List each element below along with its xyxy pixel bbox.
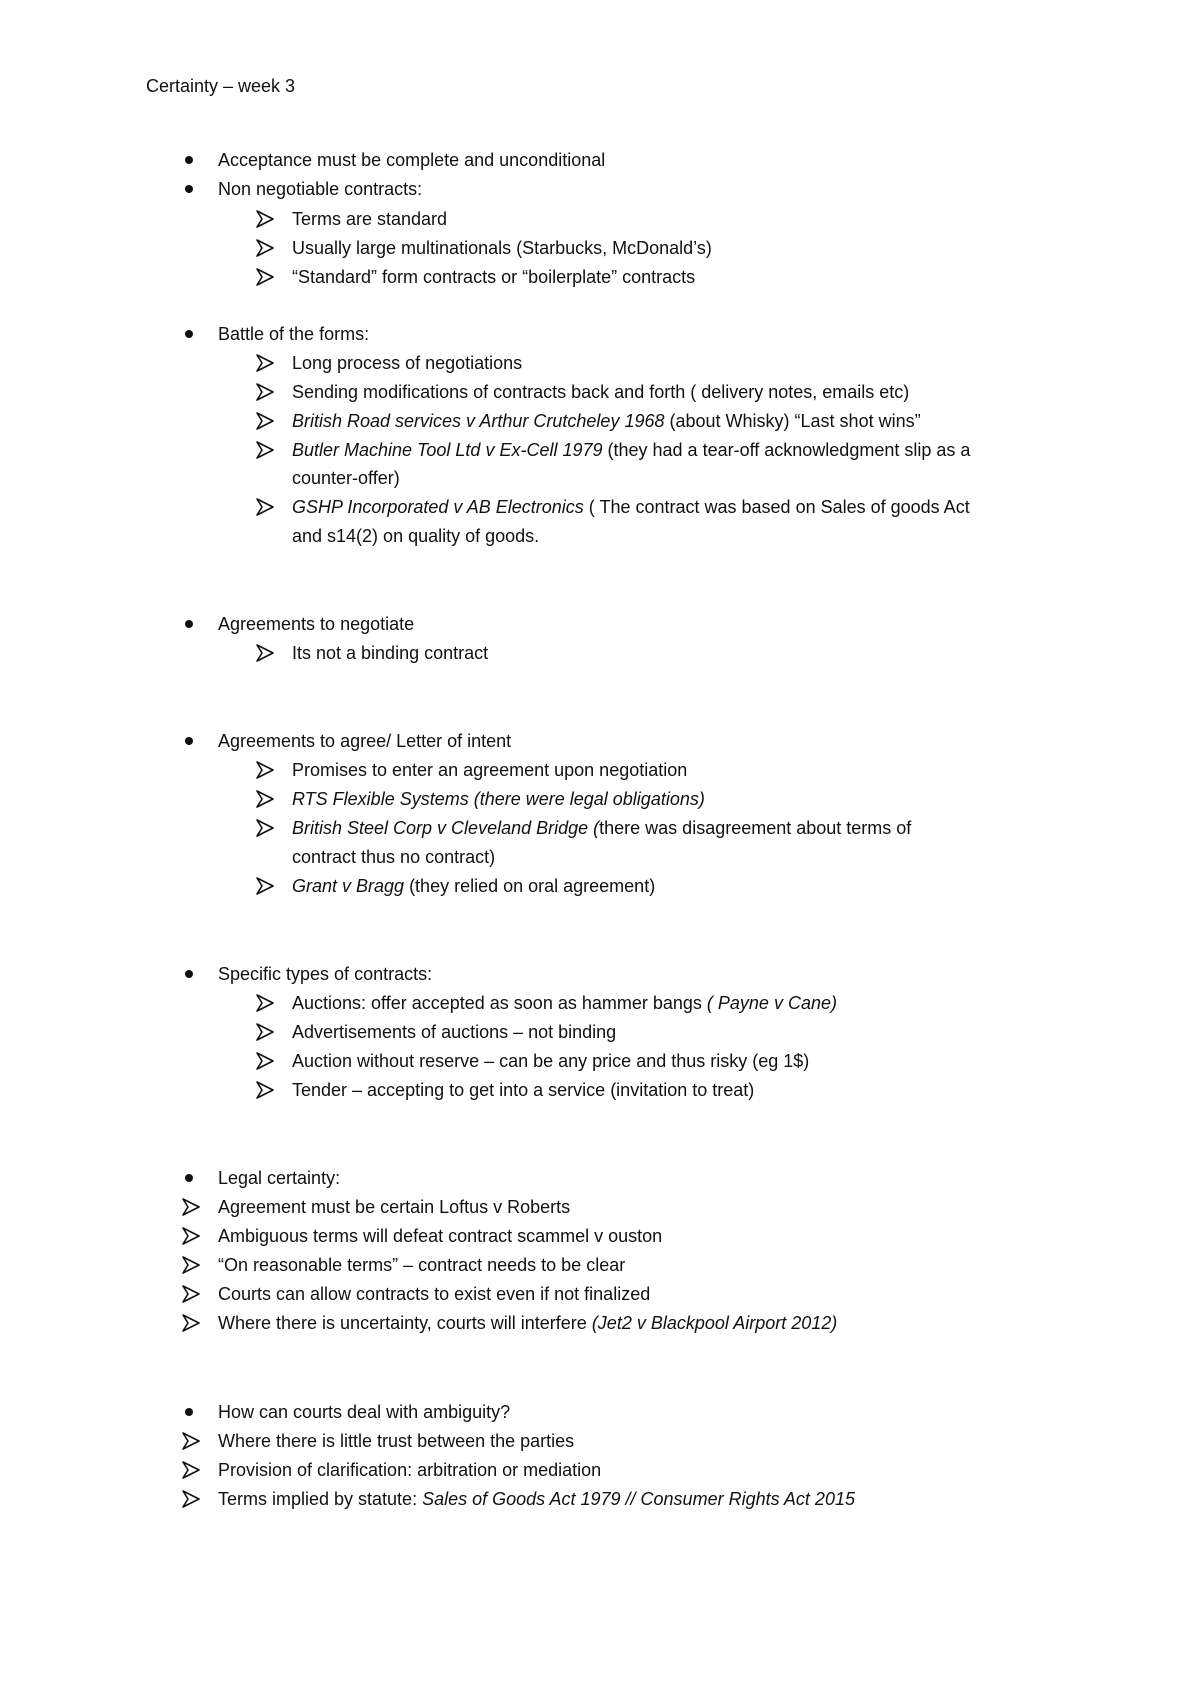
list-item xyxy=(292,758,687,782)
item-text: How can courts deal with ambiguity? xyxy=(218,1402,511,1422)
bullet-icon xyxy=(185,620,193,628)
list-item xyxy=(218,1282,650,1306)
list-item-continuation xyxy=(292,845,495,869)
item-text: ( The contract was based on Sales of goods Act xyxy=(583,497,970,517)
item-text: Sending modifications of contracts back and forth ( delivery notes, emails etc) xyxy=(292,382,910,402)
item-text: Advertisements of auctions – not binding xyxy=(292,1022,617,1042)
case-citation: GSHP Incorporated v AB Electronics xyxy=(292,497,584,517)
bullet-icon xyxy=(185,156,193,164)
arrow-bullet-icon xyxy=(256,761,274,779)
list-item-continuation xyxy=(292,524,539,548)
item-text: Its not a binding contract xyxy=(292,643,489,663)
list-item xyxy=(218,1224,662,1248)
list-item xyxy=(292,787,705,811)
list-item xyxy=(292,1020,616,1044)
list-item xyxy=(292,1078,754,1102)
item-text: Ambiguous terms will defeat contract scammel v ouston xyxy=(218,1226,663,1246)
item-text: Where there is uncertainty, courts will interfere xyxy=(218,1313,592,1333)
case-citation: (Jet2 v Blackpool Airport 2012) xyxy=(591,1313,838,1333)
document-title: Certainty – week 3 xyxy=(146,76,296,96)
item-text: Agreement must be certain Loftus v Roberts xyxy=(218,1197,571,1217)
item-text: Agreements to agree/ Letter of intent xyxy=(218,731,512,751)
list-item xyxy=(218,1400,510,1424)
arrow-bullet-icon xyxy=(256,412,274,430)
item-text: contract thus no contract) xyxy=(292,847,496,867)
arrow-bullet-icon xyxy=(182,1432,200,1450)
list-item xyxy=(292,991,837,1015)
list-item xyxy=(292,874,655,898)
arrow-bullet-icon xyxy=(256,644,274,662)
list-item xyxy=(218,322,369,346)
item-text: Acceptance must be complete and unconditional xyxy=(218,150,606,170)
arrow-bullet-icon xyxy=(182,1227,200,1245)
arrow-bullet-icon xyxy=(256,819,274,837)
arrow-bullet-icon xyxy=(182,1285,200,1303)
arrow-bullet-icon xyxy=(256,790,274,808)
bullet-icon xyxy=(185,1408,193,1416)
arrow-bullet-icon xyxy=(182,1490,200,1508)
case-citation: Butler Machine Tool Ltd v Ex-Cell 1979 xyxy=(292,440,603,460)
item-text: Terms are standard xyxy=(292,209,448,229)
item-text: Specific types of contracts: xyxy=(218,964,433,984)
bullet-icon xyxy=(185,737,193,745)
list-item xyxy=(218,1195,570,1219)
list-item xyxy=(218,1253,625,1277)
item-text: (they relied on oral agreement) xyxy=(404,876,656,896)
item-text: Provision of clarification: arbitration or mediation xyxy=(218,1460,602,1480)
list-item xyxy=(218,1166,340,1190)
list-item xyxy=(292,816,911,840)
item-text: Tender – accepting to get into a service (invitation to treat) xyxy=(292,1080,755,1100)
bullet-icon xyxy=(185,185,193,193)
arrow-bullet-icon xyxy=(256,441,274,459)
case-citation: Grant v Bragg xyxy=(292,876,405,896)
item-text: Auction without reserve – can be any price and thus risky (eg 1$) xyxy=(292,1051,810,1071)
item-text: Terms implied by statute: xyxy=(218,1489,423,1509)
case-citation: British Steel Corp v Cleveland Bridge ( xyxy=(292,818,600,838)
item-text: Courts can allow contracts to exist even if not finalized xyxy=(218,1284,651,1304)
list-item xyxy=(292,207,447,231)
list-item xyxy=(218,612,414,636)
arrow-bullet-icon xyxy=(256,1052,274,1070)
item-text: “On reasonable terms” – contract needs to be clear xyxy=(218,1255,626,1275)
arrow-bullet-icon xyxy=(182,1314,200,1332)
case-citation: ( Payne v Cane) xyxy=(706,993,837,1013)
list-item xyxy=(292,265,695,289)
item-text: Battle of the forms: xyxy=(218,324,370,344)
bullet-icon xyxy=(185,1174,193,1182)
list-item xyxy=(292,236,712,260)
list-item xyxy=(218,1458,601,1482)
list-item-continuation xyxy=(292,466,400,490)
list-item xyxy=(292,641,488,665)
case-citation: RTS Flexible Systems (there were legal obligations) xyxy=(292,789,705,809)
list-item xyxy=(292,438,970,462)
arrow-bullet-icon xyxy=(256,354,274,372)
item-text: Legal certainty: xyxy=(218,1168,341,1188)
list-item xyxy=(292,1049,809,1073)
arrow-bullet-icon xyxy=(256,498,274,516)
list-item xyxy=(218,962,432,986)
arrow-bullet-icon xyxy=(256,1023,274,1041)
item-text: Usually large multinationals (Starbucks, McDonald’s) xyxy=(292,238,712,258)
item-text: Long process of negotiations xyxy=(292,353,523,373)
item-text: there was disagreement about terms of xyxy=(599,818,912,838)
arrow-bullet-icon xyxy=(182,1256,200,1274)
case-citation: Sales of Goods Act 1979 // Consumer Rights Act 2015 xyxy=(422,1489,855,1509)
item-text: (about Whisky) “Last shot wins” xyxy=(664,411,921,431)
item-text: Where there is little trust between the parties xyxy=(218,1431,575,1451)
list-item xyxy=(218,1311,837,1335)
item-text: “Standard” form contracts or “boilerplate” contracts xyxy=(292,267,696,287)
bullet-icon xyxy=(185,330,193,338)
arrow-bullet-icon xyxy=(256,877,274,895)
list-item xyxy=(292,380,909,404)
list-item xyxy=(292,409,921,433)
arrow-bullet-icon xyxy=(256,1081,274,1099)
arrow-bullet-icon xyxy=(256,239,274,257)
list-item xyxy=(292,351,522,375)
item-text: (they had a tear-off acknowledgment slip as a xyxy=(602,440,971,460)
list-item xyxy=(218,177,422,201)
item-text: Agreements to negotiate xyxy=(218,614,415,634)
arrow-bullet-icon xyxy=(256,383,274,401)
list-item xyxy=(218,1487,855,1511)
arrow-bullet-icon xyxy=(182,1198,200,1216)
item-text: Auctions: offer accepted as soon as hammer bangs xyxy=(292,993,707,1013)
item-text: Non negotiable contracts: xyxy=(218,179,423,199)
arrow-bullet-icon xyxy=(256,210,274,228)
item-text: counter-offer) xyxy=(292,468,400,488)
arrow-bullet-icon xyxy=(256,994,274,1012)
bullet-icon xyxy=(185,970,193,978)
list-item xyxy=(218,1429,574,1453)
item-text: Promises to enter an agreement upon negotiation xyxy=(292,760,688,780)
arrow-bullet-icon xyxy=(182,1461,200,1479)
item-text: and s14(2) on quality of goods. xyxy=(292,526,540,546)
list-item xyxy=(218,148,605,172)
list-item xyxy=(218,729,511,753)
list-item xyxy=(292,495,970,519)
case-citation: British Road services v Arthur Crutcheley 1968 xyxy=(292,411,665,431)
arrow-bullet-icon xyxy=(256,268,274,286)
